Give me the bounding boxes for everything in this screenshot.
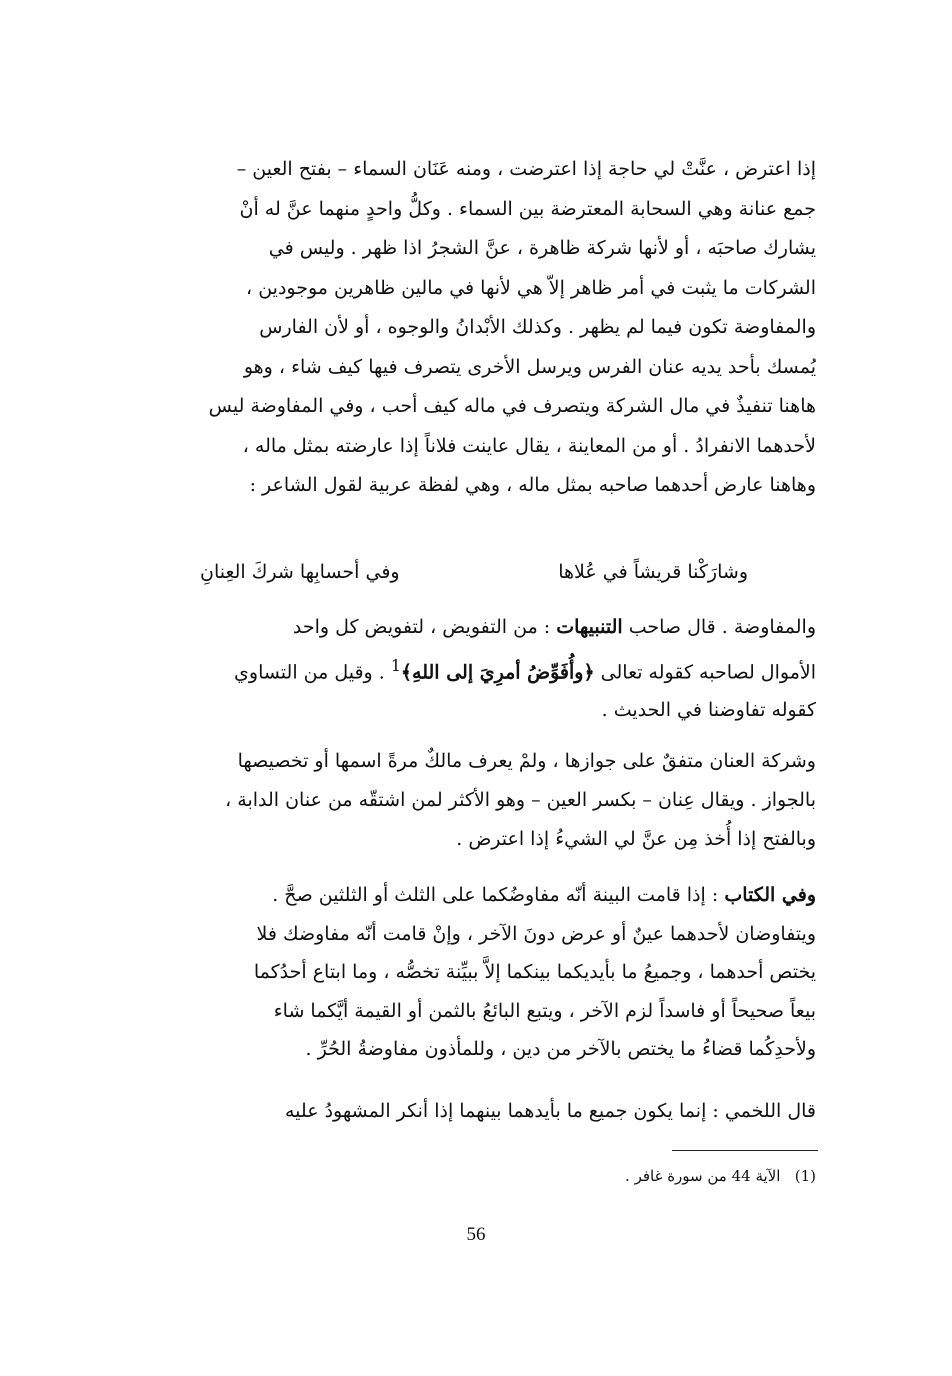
text-line: وبالفتح إذا أُخذ مِن عنَّ لي الشيءُ إذا اعترض . xyxy=(456,828,816,850)
text-line: لأحدهما الانفرادُ . أو من المعاينة ، يقال عاينت فلاناً إذا عارضته بمثل ماله ، xyxy=(242,434,816,457)
footnote-marker: (1) xyxy=(794,1167,816,1185)
text-run: الأموال لصاحبه كقوله تعالى xyxy=(594,660,816,683)
paragraph-4 xyxy=(128,876,816,1069)
text-line xyxy=(128,608,816,647)
text-line: قال اللخمي : إنما يكون جميع ما بأيدهما بينهما إذا أنكر المشهودُ عليه xyxy=(285,1100,816,1122)
text-line: جمع عنانة وهي السحابة المعترضة بين السماء . وكلُّ واحدٍ منهما عنَّ له أنْ xyxy=(239,197,816,220)
page-number: 56 xyxy=(466,1224,486,1245)
text-line: وشركة العنان متفقٌ على جوازها ، ولمْ يعرف مالكٌ مرةً اسمها أو تخصيصها xyxy=(237,750,816,772)
quran-quote: ﴿وأُفَوِّضُ أمرِيَ إلى اللهِ﴾ xyxy=(400,660,595,683)
book-title-tanbihat: التنبيهات xyxy=(556,616,623,638)
text-run: والمفاوضة . قال صاحب xyxy=(622,616,816,638)
text-line xyxy=(128,647,816,692)
text-line: يُمسك بأحد يديه عنان الفرس ويرسل الأخرى يتصرف فيها كيف شاء ، وهو xyxy=(243,355,816,378)
text-line: بالجواز . ويقال عِنان – بكسر العين – وهو الأكثر لمن اشتقّه من عنان الدابة ، xyxy=(225,789,816,811)
footnote-reference: 1 xyxy=(390,655,401,675)
verse-first-hemistich: وشارَكْنا قريشاً في عُلاها xyxy=(558,561,748,583)
text-line: هاهنا تنفيذٌ في مال الشركة ويتصرف في ماله كيف أحب ، وفي المفاوضة ليس xyxy=(208,395,816,417)
paragraph-1 xyxy=(128,150,816,506)
footnote-divider xyxy=(672,1150,818,1151)
poetry-verse xyxy=(200,552,748,592)
book-title-kitab: وفي الكتاب xyxy=(724,884,816,906)
text-line: الشركات ما يثبت في أمر ظاهر إلاّ هي لأنها في مالين ظاهرين موجودين ، xyxy=(246,276,816,299)
text-line: ولأحدِكُما قضاءُ ما يختص بالآخر من دين ، وللمأذون مفاوضةُ الحُرِّ . xyxy=(305,1038,816,1060)
text-run: : من التفويض ، لتفويض كل واحد xyxy=(292,616,557,638)
text-line: يختص أحدهما ، وجميعُ ما بأيديكما بينكما إلاَّ ببيِّنة تخصُّه ، وما ابتاع أحدُكما xyxy=(253,961,816,983)
footnote-text: الآية 44 من سورة غافر . xyxy=(625,1167,781,1185)
text-line: يشارك صاحبَه ، أو لأنها شركة ظاهرة ، عنَّ الشجرُ اذا ظهر . وليس في xyxy=(268,237,816,259)
text-line: كقوله تفاوضنا في الحديث . xyxy=(601,699,816,722)
text-run: . وقيل من التساوي xyxy=(234,660,391,683)
paragraph-5 xyxy=(128,1092,816,1130)
text-line: إذا اعترض ، عنَّتْ لي حاجة إذا اعترضت ، ومنه عَنَان السماء – بفتح العين – xyxy=(236,158,816,180)
text-run: : إذا قامت البينة أنّه مفاوضُكما على الثلث أو الثلثين صحَّ . xyxy=(272,884,725,906)
text-line: وهاهنا عارض أحدهما صاحبه بمثل ماله ، وهي لفظة عربية لقول الشاعر : xyxy=(249,474,816,496)
paragraph-2 xyxy=(128,608,816,730)
paragraph-3 xyxy=(128,742,816,859)
text-line: ويتفاوضان لأحدهما عينٌ أو عرض دونَ الآخر ، وإنْ قامت أنّه مفاوضك فلا xyxy=(256,922,816,945)
text-line xyxy=(128,876,816,915)
text-line: بيعاً صحيحاً أو فاسداً لزم الآخر ، ويتبع البائعُ بالثمن أو القيمة أيَّكما شاء xyxy=(273,999,816,1022)
footnote xyxy=(450,1162,816,1190)
text-line: والمفاوضة تكون فيما لم يظهر . وكذلك الأبْدانُ والوجوه ، أو لأن الفارس xyxy=(259,316,816,338)
verse-second-hemistich: وفي أحسابِها شركَ العِنانِ xyxy=(200,561,400,583)
